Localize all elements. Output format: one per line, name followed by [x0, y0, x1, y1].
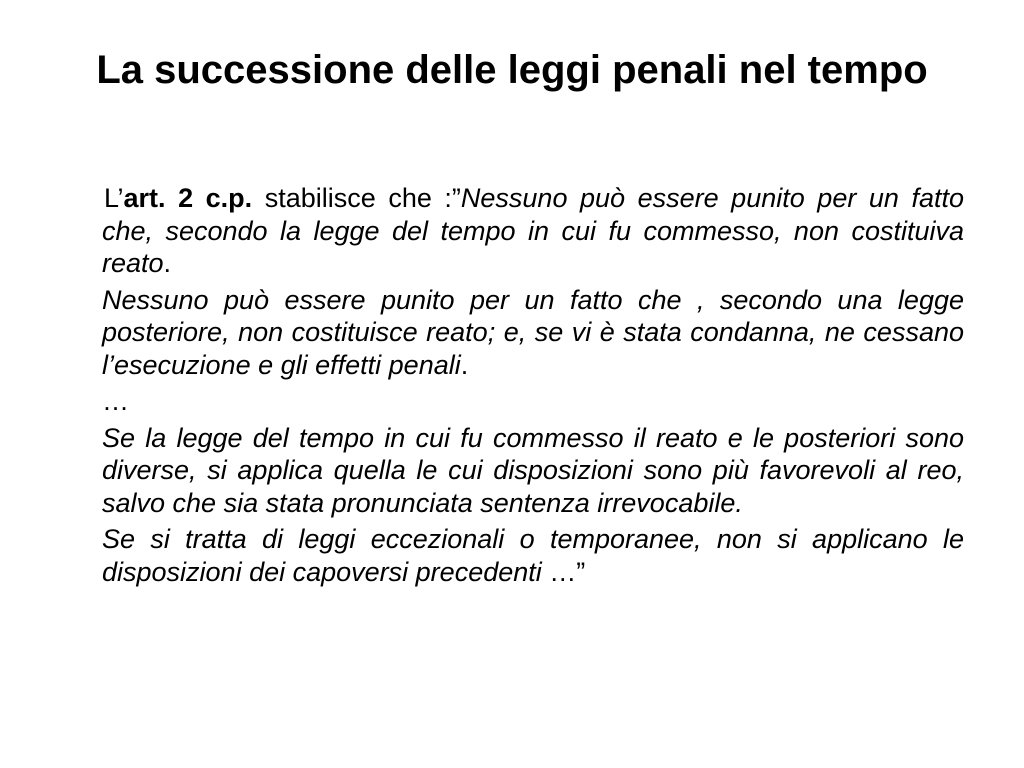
quote-comma-2: Nessuno può essere punito per un fatto che , secondo una legge posteriore, non costituisce reato; e, se vi è stata condanna, ne cessano l’esecuzione e gli effetti penali: [102, 284, 964, 380]
paragraph-ellipsis: [102, 385, 964, 418]
quote-comma-1-end: .: [163, 248, 172, 278]
quote-comma-5: Se si tratta di leggi eccezionali o temporanee, non si applicano le disposizioni dei capoversi precedenti: [102, 524, 964, 587]
quote-comma-2-end: .: [460, 349, 469, 380]
intro-lead: stabilisce che :”: [252, 183, 461, 213]
article-reference: art. 2 c.p.: [123, 183, 253, 213]
slide-body: [102, 182, 964, 592]
article-prefix: L’: [104, 183, 124, 213]
paragraph-comma-5: [102, 523, 964, 588]
quote-comma-1: Nessuno può essere punito per un fatto che, secondo la legge del tempo in cui fu commesso, non costituiva reato: [102, 183, 964, 278]
paragraph-comma-4: [102, 422, 964, 520]
ellipsis: …: [102, 386, 129, 416]
paragraph-art2-intro: [102, 182, 964, 280]
paragraph-comma-2: [102, 284, 964, 382]
quote-comma-5-end: …”: [541, 556, 586, 587]
slide-title: La successione delle leggi penali nel tempo: [96, 48, 928, 92]
quote-comma-4: Se la legge del tempo in cui fu commesso il reato e le posteriori sono diverse, si applica quella le cui disposizioni sono più favorevoli al reo, salvo che sia stata pronunciata sentenza irrevocabile.: [102, 422, 964, 518]
